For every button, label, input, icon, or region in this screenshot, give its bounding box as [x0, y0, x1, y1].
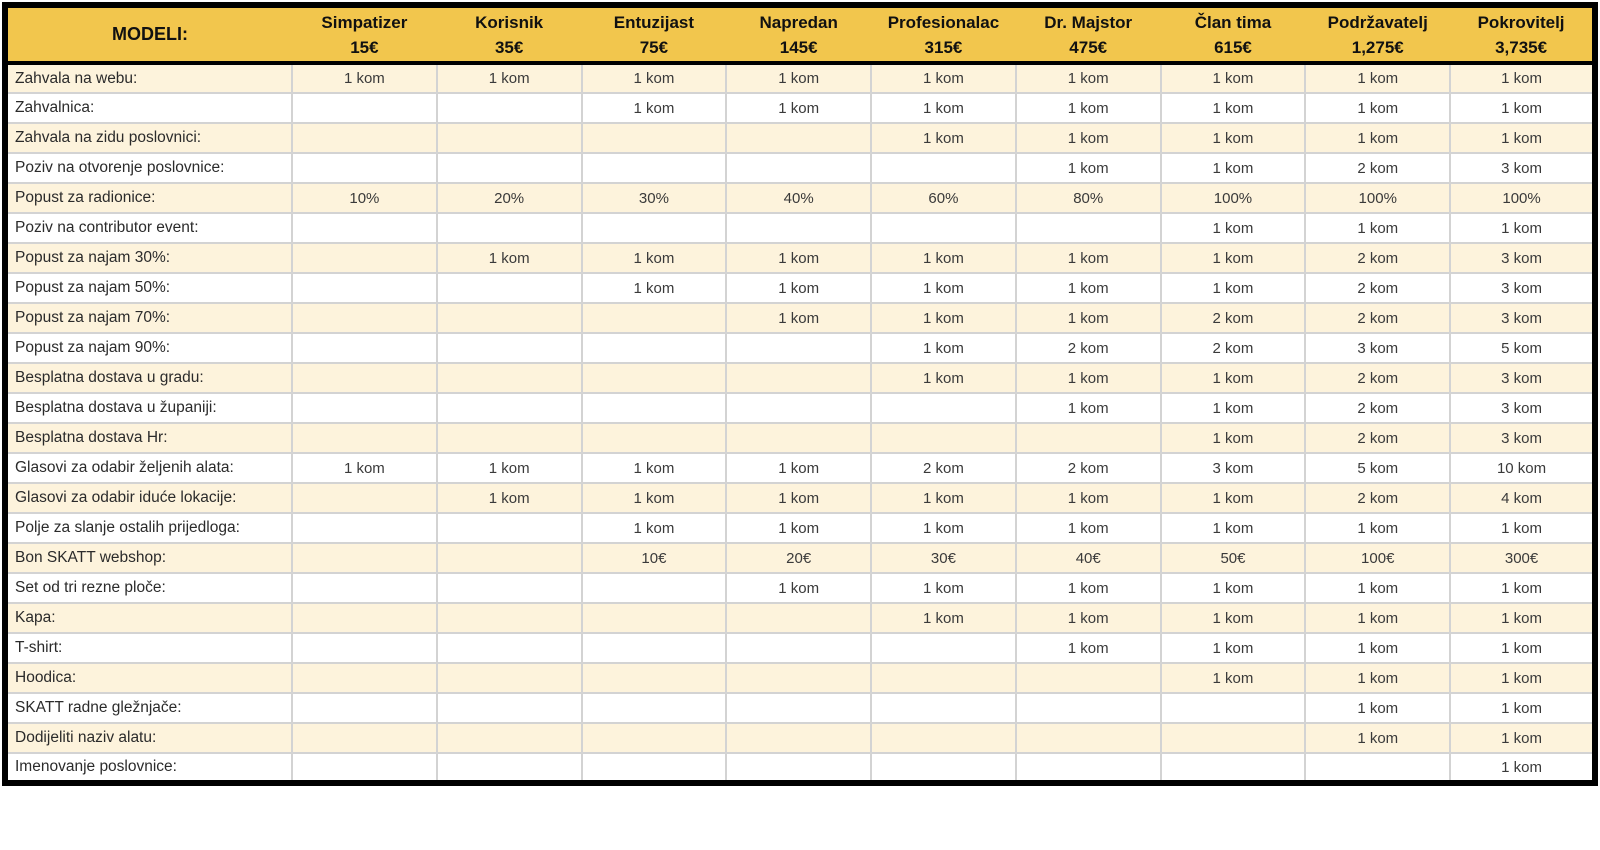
table-cell: 2 kom [1305, 423, 1450, 453]
table-row [5, 243, 1595, 273]
table-cell [726, 123, 871, 153]
table-cell [726, 633, 871, 663]
table-cell: 1 kom [726, 513, 871, 543]
table-cell: 1 kom [1305, 123, 1450, 153]
table-cell: 100% [1450, 183, 1595, 213]
table-cell: 1 kom [871, 363, 1016, 393]
table-cell [292, 213, 437, 243]
table-row [5, 393, 1595, 423]
row-label: Zahvala na webu: [5, 63, 292, 93]
table-cell: 10€ [582, 543, 727, 573]
table-cell: 1 kom [1450, 603, 1595, 633]
table-cell: 1 kom [871, 603, 1016, 633]
table-cell: 1 kom [1450, 633, 1595, 663]
table-cell [292, 153, 437, 183]
tier-name: Dr. Majstor [1044, 12, 1133, 32]
table-cell: 2 kom [1161, 333, 1306, 363]
table-cell [292, 543, 437, 573]
table-cell: 1 kom [1161, 513, 1306, 543]
table-cell [582, 363, 727, 393]
membership-tiers-table [2, 2, 1598, 786]
tier-price: 75€ [639, 37, 669, 57]
table-row [5, 513, 1595, 543]
table-cell [871, 633, 1016, 663]
table-cell: 1 kom [726, 63, 871, 93]
table-cell [292, 723, 437, 753]
table-cell [582, 603, 727, 633]
tier-price: 145€ [779, 37, 818, 57]
table-cell [292, 603, 437, 633]
table-cell: 4 kom [1450, 483, 1595, 513]
row-label: Polje za slanje ostalih prijedloga: [5, 513, 292, 543]
tier-price: 475€ [1069, 37, 1108, 57]
tier-price: 615€ [1214, 37, 1252, 57]
row-label: Besplatna dostava u županiji: [5, 393, 292, 423]
table-cell: 1 kom [726, 273, 871, 303]
table-cell: 1 kom [1016, 363, 1161, 393]
table-cell: 60% [871, 183, 1016, 213]
column-header-napredan [726, 5, 871, 63]
table-cell: 1 kom [1161, 363, 1306, 393]
row-label: Dodijeliti naziv alatu: [5, 723, 292, 753]
table-cell: 1 kom [1161, 603, 1306, 633]
table-cell: 2 kom [1161, 303, 1306, 333]
table-cell [871, 423, 1016, 453]
table-cell [292, 693, 437, 723]
table-cell: 1 kom [1161, 243, 1306, 273]
table-cell: 100% [1305, 183, 1450, 213]
table-row [5, 123, 1595, 153]
table-row [5, 753, 1595, 783]
table-cell: 2 kom [1305, 243, 1450, 273]
table-cell: 10% [292, 183, 437, 213]
table-cell [292, 393, 437, 423]
row-label: Zahvala na zidu poslovnici: [5, 123, 292, 153]
table-cell: 1 kom [726, 453, 871, 483]
table-cell: 1 kom [1450, 753, 1595, 783]
table-cell [437, 153, 582, 183]
table-row [5, 303, 1595, 333]
table-row [5, 423, 1595, 453]
table-cell [292, 483, 437, 513]
table-row [5, 693, 1595, 723]
corner-header-modeli: MODELI: [5, 5, 292, 63]
table-cell [1161, 693, 1306, 723]
table-row [5, 573, 1595, 603]
table-cell [726, 393, 871, 423]
table-cell: 100% [1161, 183, 1306, 213]
table-cell: 3 kom [1450, 393, 1595, 423]
table-cell: 3 kom [1450, 273, 1595, 303]
table-row [5, 183, 1595, 213]
table-cell: 1 kom [582, 453, 727, 483]
table-cell [292, 273, 437, 303]
table-cell [871, 153, 1016, 183]
table-cell: 2 kom [1305, 363, 1450, 393]
table-cell: 3 kom [1305, 333, 1450, 363]
table-cell [582, 663, 727, 693]
table-cell [582, 303, 727, 333]
table-cell: 1 kom [1016, 513, 1161, 543]
table-row [5, 63, 1595, 93]
table-cell: 5 kom [1305, 453, 1450, 483]
table-cell [437, 633, 582, 663]
table-cell: 1 kom [1016, 243, 1161, 273]
table-cell: 1 kom [1305, 663, 1450, 693]
table-cell: 1 kom [726, 243, 871, 273]
table-cell: 1 kom [1161, 153, 1306, 183]
row-label: Set od tri rezne ploče: [5, 573, 292, 603]
table-cell: 1 kom [582, 63, 727, 93]
table-cell: 1 kom [871, 483, 1016, 513]
table-cell: 1 kom [1305, 573, 1450, 603]
row-label: Glasovi za odabir iduće lokacije: [5, 483, 292, 513]
table-cell: 1 kom [871, 123, 1016, 153]
table-cell: 1 kom [1305, 633, 1450, 663]
table-cell: 2 kom [1305, 153, 1450, 183]
row-label: Poziv na contributor event: [5, 213, 292, 243]
table-cell: 80% [1016, 183, 1161, 213]
table-cell: 1 kom [1016, 273, 1161, 303]
table-cell [292, 573, 437, 603]
table-cell: 30% [582, 183, 727, 213]
table-cell [1016, 663, 1161, 693]
table-cell: 1 kom [1305, 513, 1450, 543]
table-cell: 1 kom [1305, 63, 1450, 93]
table-cell [726, 363, 871, 393]
table-cell: 1 kom [582, 513, 727, 543]
table-cell: 1 kom [1016, 483, 1161, 513]
table-cell [292, 663, 437, 693]
table-cell [292, 303, 437, 333]
column-header-profesionalac [871, 5, 1016, 63]
table-cell: 300€ [1450, 543, 1595, 573]
table-cell: 1 kom [1450, 513, 1595, 543]
table-cell [292, 633, 437, 663]
table-cell [437, 423, 582, 453]
table-cell: 1 kom [437, 243, 582, 273]
tier-name: Podržavatelj [1327, 12, 1428, 32]
table-cell [437, 693, 582, 723]
table-cell [582, 573, 727, 603]
table-cell [1016, 723, 1161, 753]
row-label: T-shirt: [5, 633, 292, 663]
row-label: Poziv na otvorenje poslovnice: [5, 153, 292, 183]
column-header-dr-majstor [1016, 5, 1161, 63]
table-cell: 1 kom [1016, 603, 1161, 633]
table-cell [582, 753, 727, 783]
table-cell: 1 kom [1450, 573, 1595, 603]
column-header-član-tima [1161, 5, 1306, 63]
table-cell [726, 693, 871, 723]
table-cell: 1 kom [1161, 393, 1306, 423]
row-label: SKATT radne gležnjače: [5, 693, 292, 723]
table-cell [292, 753, 437, 783]
table-cell [437, 663, 582, 693]
table-cell: 1 kom [871, 333, 1016, 363]
column-header-pokrovitelj [1450, 5, 1595, 63]
table-cell [582, 423, 727, 453]
tier-price: 3,735€ [1495, 37, 1548, 57]
table-row [5, 363, 1595, 393]
table-cell: 1 kom [1161, 423, 1306, 453]
table-cell: 1 kom [1305, 93, 1450, 123]
table-cell [437, 213, 582, 243]
table-cell: 3 kom [1450, 303, 1595, 333]
table-cell: 5 kom [1450, 333, 1595, 363]
table-cell: 1 kom [726, 303, 871, 333]
table-cell: 2 kom [871, 453, 1016, 483]
table-cell: 1 kom [726, 573, 871, 603]
table-cell [582, 333, 727, 363]
table-cell: 1 kom [871, 243, 1016, 273]
table-cell [1016, 693, 1161, 723]
table-row [5, 633, 1595, 663]
row-label: Kapa: [5, 603, 292, 633]
tier-price: 315€ [924, 37, 963, 57]
table-cell [582, 213, 727, 243]
table-cell: 20€ [726, 543, 871, 573]
table-cell: 3 kom [1450, 243, 1595, 273]
table-row [5, 663, 1595, 693]
table-cell: 1 kom [1450, 123, 1595, 153]
table-cell: 1 kom [1016, 153, 1161, 183]
table-cell: 1 kom [582, 93, 727, 123]
table-cell [871, 213, 1016, 243]
table-cell: 40€ [1016, 543, 1161, 573]
table-cell: 1 kom [1450, 663, 1595, 693]
table-cell: 1 kom [1016, 93, 1161, 123]
table-cell: 1 kom [437, 453, 582, 483]
column-header-entuzijast [582, 5, 727, 63]
table-cell: 1 kom [726, 93, 871, 123]
tier-name: Simpatizer [321, 12, 408, 32]
table-cell [871, 693, 1016, 723]
table-cell: 1 kom [1450, 723, 1595, 753]
table-row [5, 543, 1595, 573]
table-cell: 1 kom [1161, 663, 1306, 693]
table-cell: 30€ [871, 543, 1016, 573]
table-cell [726, 423, 871, 453]
table-cell [871, 723, 1016, 753]
row-label: Popust za najam 70%: [5, 303, 292, 333]
table-cell [1016, 213, 1161, 243]
table-cell: 1 kom [292, 63, 437, 93]
table-cell [437, 543, 582, 573]
table-cell [726, 723, 871, 753]
row-label: Bon SKATT webshop: [5, 543, 292, 573]
table-row [5, 213, 1595, 243]
table-cell [437, 513, 582, 543]
table-cell: 1 kom [437, 483, 582, 513]
table-cell: 1 kom [437, 63, 582, 93]
table-cell: 1 kom [871, 513, 1016, 543]
table-cell: 2 kom [1016, 453, 1161, 483]
table-cell: 2 kom [1305, 483, 1450, 513]
table-cell: 1 kom [1161, 483, 1306, 513]
table-cell [726, 663, 871, 693]
table-cell [1016, 753, 1161, 783]
table-cell: 2 kom [1305, 393, 1450, 423]
table-row [5, 333, 1595, 363]
table-cell: 1 kom [1305, 723, 1450, 753]
table-cell: 1 kom [1450, 693, 1595, 723]
table-cell [871, 393, 1016, 423]
table-cell [437, 573, 582, 603]
table-cell [437, 723, 582, 753]
table-cell: 1 kom [1305, 693, 1450, 723]
table-cell [1016, 423, 1161, 453]
column-header-podržavatelj [1305, 5, 1450, 63]
table-cell: 3 kom [1161, 453, 1306, 483]
table-cell: 1 kom [582, 243, 727, 273]
table-cell [437, 393, 582, 423]
table-cell [726, 213, 871, 243]
table-row [5, 93, 1595, 123]
table-row [5, 483, 1595, 513]
table-cell: 2 kom [1016, 333, 1161, 363]
tier-name: Pokrovitelj [1477, 12, 1565, 32]
table-cell: 1 kom [1161, 123, 1306, 153]
table-cell [1305, 753, 1450, 783]
table-cell: 1 kom [871, 63, 1016, 93]
table-row [5, 273, 1595, 303]
table-cell [292, 123, 437, 153]
table-cell [292, 333, 437, 363]
tier-name: Korisnik [475, 12, 544, 32]
table-cell [582, 633, 727, 663]
table-cell [726, 753, 871, 783]
table-cell: 10 kom [1450, 453, 1595, 483]
tier-price: 35€ [494, 37, 524, 57]
table-cell: 1 kom [871, 93, 1016, 123]
table-cell: 1 kom [1161, 63, 1306, 93]
table-cell [292, 423, 437, 453]
table-cell: 50€ [1161, 543, 1306, 573]
table-cell [437, 753, 582, 783]
table-cell: 1 kom [1450, 213, 1595, 243]
table-row [5, 153, 1595, 183]
row-label: Popust za najam 50%: [5, 273, 292, 303]
table-cell: 1 kom [1450, 93, 1595, 123]
table-cell: 1 kom [1305, 213, 1450, 243]
table-cell: 1 kom [1016, 63, 1161, 93]
table-cell: 1 kom [871, 303, 1016, 333]
table-cell [437, 333, 582, 363]
table-cell [437, 603, 582, 633]
table-cell: 1 kom [726, 483, 871, 513]
table-cell [437, 273, 582, 303]
table-cell: 1 kom [1016, 633, 1161, 663]
row-label: Glasovi za odabir željenih alata: [5, 453, 292, 483]
table-cell [1161, 723, 1306, 753]
table-cell: 1 kom [1016, 123, 1161, 153]
tier-name: Napredan [759, 12, 838, 32]
table-cell: 1 kom [1161, 573, 1306, 603]
table-row [5, 723, 1595, 753]
row-label: Popust za radionice: [5, 183, 292, 213]
table-cell [582, 153, 727, 183]
table-cell: 1 kom [1016, 303, 1161, 333]
table-cell [582, 693, 727, 723]
table-cell: 1 kom [871, 273, 1016, 303]
table-cell: 1 kom [582, 273, 727, 303]
table-cell: 1 kom [1016, 573, 1161, 603]
table-cell [582, 393, 727, 423]
table-body [5, 63, 1595, 783]
table-cell [871, 663, 1016, 693]
table-cell [871, 753, 1016, 783]
table-cell: 1 kom [1161, 273, 1306, 303]
table-cell [726, 603, 871, 633]
table-cell: 40% [726, 183, 871, 213]
row-label: Besplatna dostava u gradu: [5, 363, 292, 393]
table-cell [292, 513, 437, 543]
table-cell [437, 303, 582, 333]
table-cell [437, 363, 582, 393]
table-cell [292, 243, 437, 273]
row-label: Besplatna dostava Hr: [5, 423, 292, 453]
tier-price: 15€ [350, 37, 379, 57]
table-cell: 3 kom [1450, 363, 1595, 393]
table-cell: 2 kom [1305, 303, 1450, 333]
table-cell [437, 93, 582, 123]
table-row [5, 453, 1595, 483]
table-cell: 20% [437, 183, 582, 213]
table-cell: 1 kom [1161, 213, 1306, 243]
table-cell: 1 kom [292, 453, 437, 483]
row-label: Popust za najam 90%: [5, 333, 292, 363]
tier-name: Član tima [1194, 12, 1272, 32]
table-cell: 3 kom [1450, 423, 1595, 453]
table-row [5, 603, 1595, 633]
table-cell [726, 153, 871, 183]
row-label: Zahvalnica: [5, 93, 292, 123]
table-cell [437, 123, 582, 153]
tier-name: Entuzijast [613, 12, 695, 32]
column-header-korisnik [437, 5, 582, 63]
table-cell: 1 kom [1450, 63, 1595, 93]
table-cell: 1 kom [582, 483, 727, 513]
table-header-row [5, 5, 1595, 63]
table-cell [726, 333, 871, 363]
tier-price: 1,275€ [1351, 37, 1404, 57]
table-cell: 1 kom [1305, 603, 1450, 633]
column-header-simpatizer [292, 5, 437, 63]
tier-name: Profesionalac [887, 12, 1000, 32]
table-cell [582, 123, 727, 153]
table-cell: 2 kom [1305, 273, 1450, 303]
row-label: Popust za najam 30%: [5, 243, 292, 273]
table-cell: 1 kom [871, 573, 1016, 603]
table-cell [292, 363, 437, 393]
table-cell [582, 723, 727, 753]
table-cell: 1 kom [1161, 633, 1306, 663]
table-cell [292, 93, 437, 123]
table-cell: 100€ [1305, 543, 1450, 573]
table-cell: 1 kom [1161, 93, 1306, 123]
row-label: Imenovanje poslovnice: [5, 753, 292, 783]
table-cell: 3 kom [1450, 153, 1595, 183]
table-cell: 1 kom [1016, 393, 1161, 423]
table-cell [1161, 753, 1306, 783]
row-label: Hoodica: [5, 663, 292, 693]
